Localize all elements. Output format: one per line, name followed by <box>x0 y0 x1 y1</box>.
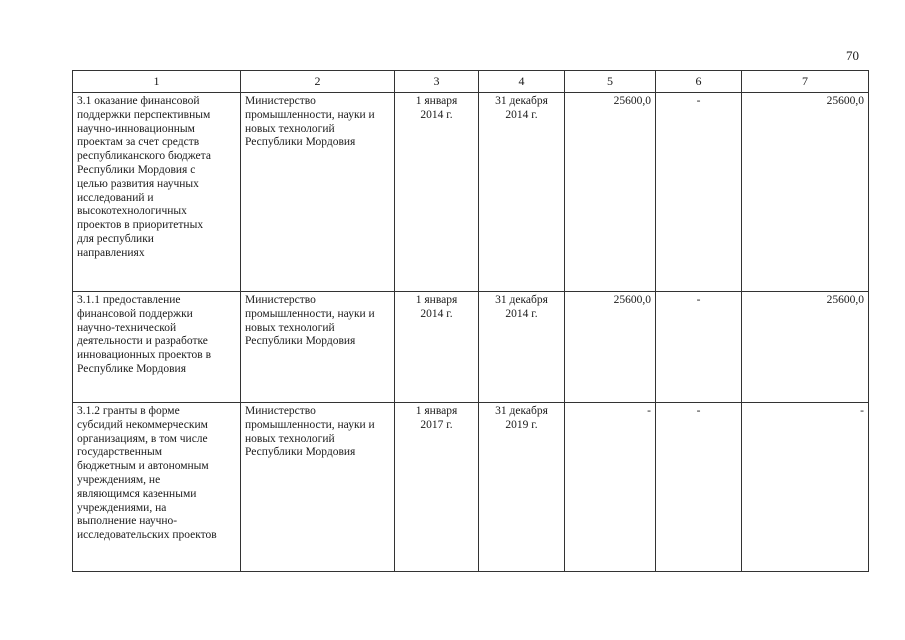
table-row <box>73 93 869 292</box>
table-row <box>73 292 869 403</box>
header-col-5: 5 <box>565 71 656 93</box>
responsible-org: Министерство промышленности, науки и новых технологий Республики Мордовия <box>241 93 395 292</box>
value-col-7: 25600,0 <box>742 292 869 403</box>
table-header-row <box>73 71 869 93</box>
program-table <box>72 70 869 572</box>
end-date: 31 декабря 2014 г. <box>479 93 565 292</box>
responsible-org: Министерство промышленности, науки и новых технологий Республики Мордовия <box>241 403 395 572</box>
measure-name: 3.1.1 предоставление финансовой поддержки научно-технической деятельности и разработке инновационных проектов в Республике Мордовия <box>73 292 241 403</box>
responsible-org: Министерство промышленности, науки и новых технологий Республики Мордовия <box>241 292 395 403</box>
value-col-7: - <box>742 403 869 572</box>
value-col-6: - <box>656 93 742 292</box>
start-date: 1 января 2017 г. <box>395 403 479 572</box>
measure-name: 3.1.2 гранты в форме субсидий некоммерческим организациям, в том числе государственным бюджетным и автономным учреждениям, не являющимся казенными учреждениями, на выполнение научно- исследовательских проектов <box>73 403 241 572</box>
value-col-5: - <box>565 403 656 572</box>
header-col-1: 1 <box>73 71 241 93</box>
header-col-6: 6 <box>656 71 742 93</box>
value-col-5: 25600,0 <box>565 292 656 403</box>
page-number: 70 <box>846 48 859 63</box>
header-col-2: 2 <box>241 71 395 93</box>
value-col-6: - <box>656 403 742 572</box>
start-date: 1 января 2014 г. <box>395 292 479 403</box>
header-col-4: 4 <box>479 71 565 93</box>
header-col-3: 3 <box>395 71 479 93</box>
end-date: 31 декабря 2019 г. <box>479 403 565 572</box>
table-row <box>73 403 869 572</box>
header-col-7: 7 <box>742 71 869 93</box>
value-col-7: 25600,0 <box>742 93 869 292</box>
start-date: 1 января 2014 г. <box>395 93 479 292</box>
value-col-5: 25600,0 <box>565 93 656 292</box>
end-date: 31 декабря 2014 г. <box>479 292 565 403</box>
value-col-6: - <box>656 292 742 403</box>
measure-name: 3.1 оказание финансовой поддержки перспективным научно-инновационным проектам за счет средств республиканского бюджета Республики Мордовия с целью развития научных исследований и высокотехнологичных проектов в приоритетных для республики направлениях <box>73 93 241 292</box>
